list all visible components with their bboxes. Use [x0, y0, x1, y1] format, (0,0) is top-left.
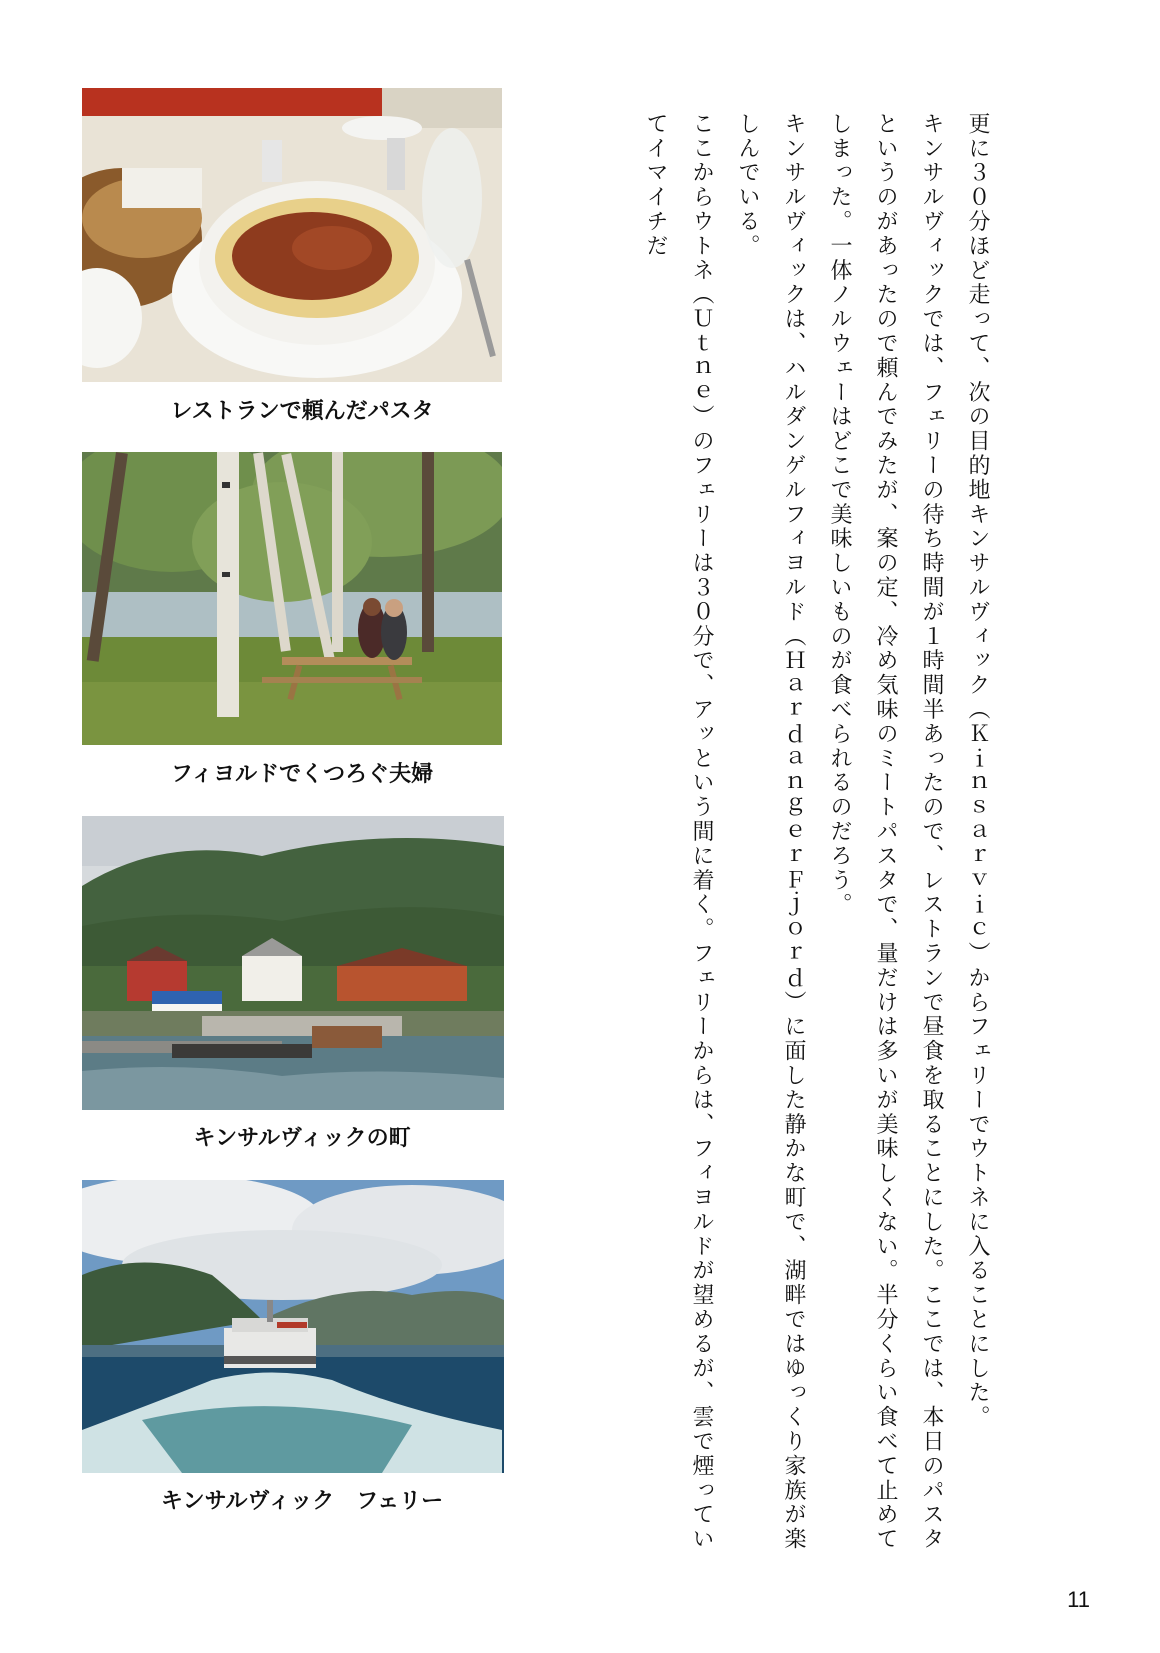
body-text: [480, 112, 1000, 1572]
kinsarvik-ferry-photo: [82, 1180, 504, 1473]
body-paragraph: キンサルヴィックでは、フェリーの待ち時間が１時間半あったので、レストランで昼食を取ることにした。ここでは、本日のパスタというのがあったので頼んでみたが、案の定、冷め気味のミートパスタで、量だけは多いが美味しくない。半分くらい食べて止めてしまった。一体ノルウェーはどこで美味しいものが食べられるのだろう。: [827, 112, 944, 1552]
kinsarvik-town-photo: [82, 816, 504, 1110]
fjord-couple-photo: [82, 452, 502, 745]
body-paragraph: 更に３０分ほど走って、次の目的地キンサルヴィック（Ｋｉｎｓａｒｖｉｃ）からフェリーでウトネに入ることにした。: [965, 112, 990, 1430]
fjord-couple-caption: フィヨルドでくつろぐ夫婦: [170, 762, 434, 787]
pasta-caption: レストランで頼んだパスタ: [170, 399, 434, 424]
body-paragraph: キンサルヴィックは、ハルダンゲルフィヨルド（ＨａｒｄａｎｇｅｒＦｊｏｒｄ）に面した静かな町で、湖畔ではゆっくり家族が楽しんでいる。: [735, 112, 806, 1552]
kinsarvik-town-caption: キンサルヴィックの町: [193, 1126, 411, 1151]
pasta-photo: [82, 88, 502, 382]
body-paragraph: ここからウトネ（Ｕｔｎｅ）のフェリーは３０分で、アッという間に着く。フェリーからは、フィヨルドが望めるが、雲で煙っていてイマイチだ: [643, 112, 714, 1552]
page-number: 11: [1067, 1587, 1090, 1612]
kinsarvik-ferry-caption: キンサルヴィック フェリー: [160, 1489, 444, 1514]
